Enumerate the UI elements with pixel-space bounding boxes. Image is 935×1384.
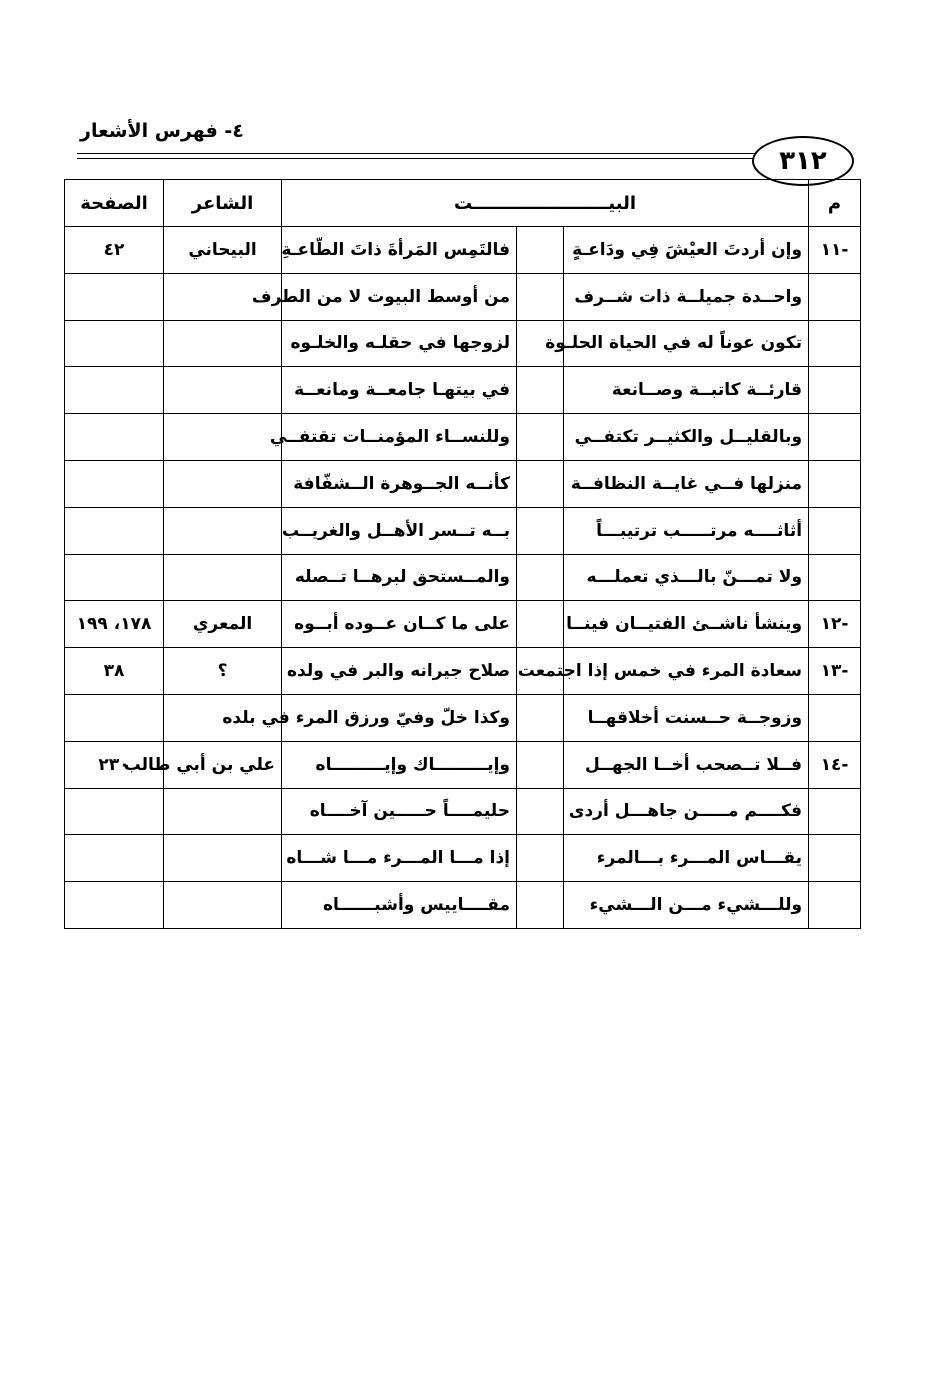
- verse-second-hemistich: وإيـــــــــاك وإيـــــــــاه: [282, 741, 517, 788]
- page-cell: [65, 273, 164, 320]
- verse-first-hemistich: وزوجــة حــسنت أخلاقهــا: [564, 694, 809, 741]
- page-number: ٣١٢: [752, 136, 854, 186]
- page-cell: [65, 414, 164, 461]
- row-number: [809, 414, 861, 461]
- row-number: [809, 694, 861, 741]
- table-row: [65, 648, 861, 695]
- verse-second-hemistich: كأنــه الجــوهرة الــشفّافة: [282, 460, 517, 507]
- verse-first-hemistich: فــلا تــصحب أخــا الجهــل: [564, 741, 809, 788]
- page-cell: [65, 554, 164, 601]
- verse-gap: [517, 882, 564, 929]
- verse-second-hemistich: حليمــــاً حـــــين آخــــاه: [282, 788, 517, 835]
- verse-gap: [517, 835, 564, 882]
- verse-first-hemistich: تكون عوناً له في الحياة الحلـوة: [564, 320, 809, 367]
- row-number: ١٣-: [809, 648, 861, 695]
- table-header-row: [65, 180, 861, 227]
- poet-cell: [164, 788, 282, 835]
- header-rule-bottom: [77, 158, 762, 159]
- verse-second-hemistich: لزوجها في حقلـه والخلـوه: [282, 320, 517, 367]
- verse-second-hemistich: بــه تــسر الأهــل والغريــب: [282, 507, 517, 554]
- verse-second-hemistich: من أوسط البيوت لا من الطرف: [282, 273, 517, 320]
- verse-gap: [517, 414, 564, 461]
- verse-gap: [517, 694, 564, 741]
- verse-first-hemistich: واحــدة جميلــة ذات شــرف: [564, 273, 809, 320]
- verse-first-hemistich: يقـــاس المـــرء بـــالمرء: [564, 835, 809, 882]
- page-cell: ١٧٨، ١٩٩: [65, 601, 164, 648]
- table-row: [65, 835, 861, 882]
- poetry-index-table: [64, 179, 861, 929]
- verse-first-hemistich: وللـــشيء مـــن الـــشيء: [564, 882, 809, 929]
- verse-gap: [517, 227, 564, 274]
- verse-second-hemistich: فالتَمِس المَرأةَ ذاتَ الطّاعـةِ: [282, 227, 517, 274]
- verse-first-hemistich: فكــــم مـــــن جاهـــل أردى: [564, 788, 809, 835]
- poet-cell: [164, 414, 282, 461]
- poet-cell: [164, 507, 282, 554]
- page-cell: [65, 367, 164, 414]
- row-number: [809, 460, 861, 507]
- table-row: [65, 414, 861, 461]
- page-cell: ٣٨: [65, 648, 164, 695]
- table-row: [65, 460, 861, 507]
- poet-cell: ؟: [164, 648, 282, 695]
- page-cell: ٤٢: [65, 227, 164, 274]
- verse-first-hemistich: وينشأ ناشــئ الفتيــان فينــا: [564, 601, 809, 648]
- verse-first-hemistich: أثاثــــه مرتـــــب ترتيبـــاً: [564, 507, 809, 554]
- verse-second-hemistich: في بيتهـا جامعــة ومانعــة: [282, 367, 517, 414]
- poet-cell: [164, 460, 282, 507]
- verse-second-hemistich: إذا مـــا المـــرء مـــا شـــاه: [282, 835, 517, 882]
- verse-first-hemistich: وبالقليــل والكثيــر تكتفــي: [564, 414, 809, 461]
- verse-gap: [517, 788, 564, 835]
- col-header-num: م: [809, 180, 861, 227]
- row-number: [809, 554, 861, 601]
- page-cell: [65, 694, 164, 741]
- verse-first-hemistich: ولا تمـــنّ بالـــذي تعملـــه: [564, 554, 809, 601]
- row-number: [809, 835, 861, 882]
- table-row: [65, 320, 861, 367]
- table-row: [65, 882, 861, 929]
- table-row: [65, 601, 861, 648]
- row-number: ١١-: [809, 227, 861, 274]
- verse-second-hemistich: وللنســاء المؤمنــات تقتفــي: [282, 414, 517, 461]
- verse-gap: [517, 273, 564, 320]
- verse-first-hemistich: منزلها فــي غايــة النظافــة: [564, 460, 809, 507]
- verse-gap: [517, 601, 564, 648]
- verse-first-hemistich: وإن أردتَ العيْشَ فِي ودَاعـةٍ: [564, 227, 809, 274]
- page-cell: [65, 882, 164, 929]
- table-row: [65, 507, 861, 554]
- page-cell: [65, 788, 164, 835]
- table-row: [65, 694, 861, 741]
- verse-second-hemistich: مقــــاييس وأشبــــــاه: [282, 882, 517, 929]
- verse-gap: [517, 367, 564, 414]
- page-cell: ٢٣٠: [65, 741, 164, 788]
- verse-second-hemistich: صلاح جيرانه والبر في ولده: [282, 648, 517, 695]
- poet-cell: البيحاني: [164, 227, 282, 274]
- poet-cell: [164, 882, 282, 929]
- row-number: [809, 320, 861, 367]
- row-number: ١٢-: [809, 601, 861, 648]
- poet-cell: [164, 367, 282, 414]
- verse-second-hemistich: على ما كــان عــوده أبــوه: [282, 601, 517, 648]
- table-row: [65, 741, 861, 788]
- row-number: [809, 788, 861, 835]
- row-number: [809, 882, 861, 929]
- page-cell: [65, 460, 164, 507]
- poet-cell: [164, 320, 282, 367]
- verse-second-hemistich: والمــستحق لبرهــا تــصله: [282, 554, 517, 601]
- page-cell: [65, 507, 164, 554]
- table-row: [65, 788, 861, 835]
- col-header-page: الصفحة: [65, 180, 164, 227]
- verse-second-hemistich: وكذا خلّ وفيّ ورزق المرء في بلده: [282, 694, 517, 741]
- col-header-verse: البيــــــــــــــــــــــت: [282, 180, 809, 227]
- table-row: [65, 273, 861, 320]
- header-rule-top: [77, 153, 762, 154]
- page-cell: [65, 320, 164, 367]
- row-number: [809, 273, 861, 320]
- row-number: ١٤-: [809, 741, 861, 788]
- verse-gap: [517, 507, 564, 554]
- poet-cell: المعري: [164, 601, 282, 648]
- poet-cell: علي بن أبي طالب: [164, 741, 282, 788]
- verse-gap: [517, 741, 564, 788]
- table-row: [65, 227, 861, 274]
- table-row: [65, 367, 861, 414]
- verse-gap: [517, 460, 564, 507]
- row-number: [809, 367, 861, 414]
- row-number: [809, 507, 861, 554]
- poet-cell: [164, 554, 282, 601]
- poet-cell: [164, 835, 282, 882]
- verse-first-hemistich: سعادة المرء في خمس إذا اجتمعت: [564, 648, 809, 695]
- page-cell: [65, 835, 164, 882]
- col-header-poet: الشاعر: [164, 180, 282, 227]
- verse-gap: [517, 554, 564, 601]
- table-row: [65, 554, 861, 601]
- verse-first-hemistich: قارئــة كاتبــة وصــانعة: [564, 367, 809, 414]
- section-title: ٤- فهرس الأشعار: [80, 120, 244, 142]
